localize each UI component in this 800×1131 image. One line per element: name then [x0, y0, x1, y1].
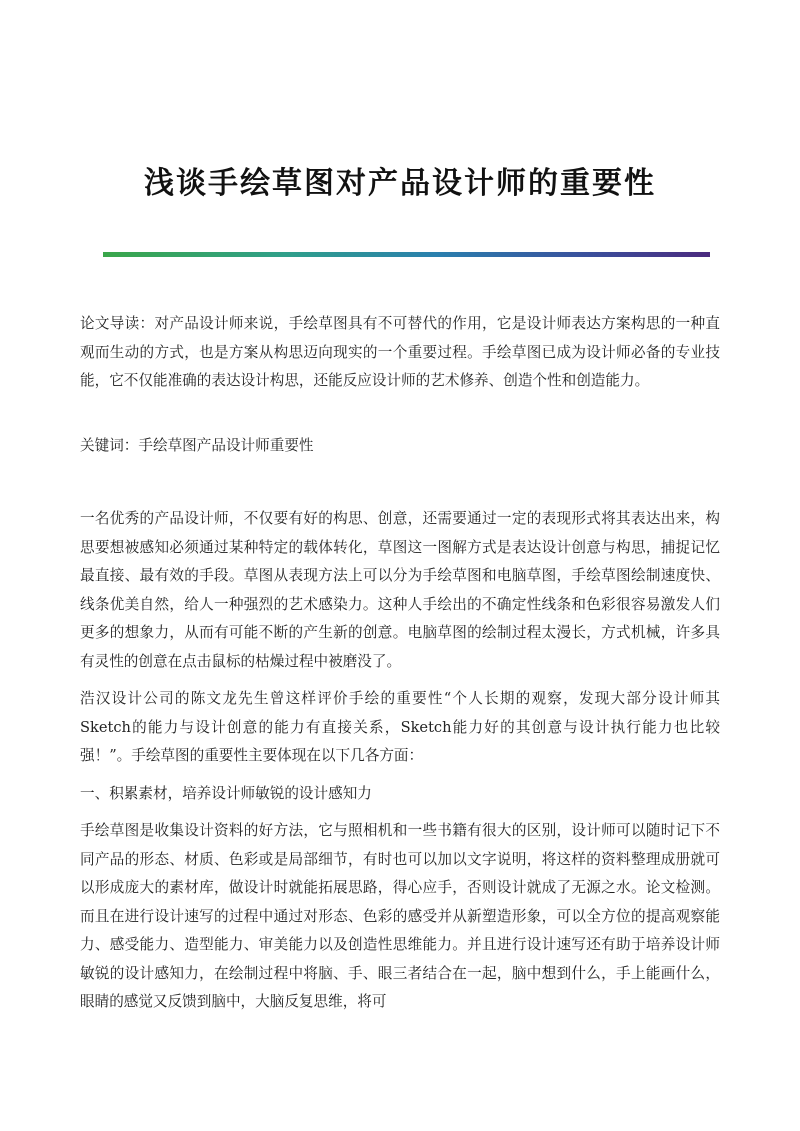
body-paragraph: 浩汉设计公司的陈文龙先生曾这样评价手绘的重要性“个人长期的观察，发现大部分设计师其Sketch的能力与设计创意的能力有直接关系，Sketch能力好的其创意与设计执行能力也比较强！”。手绘草图的重要性主要体现在以下几各方面： — [80, 690, 720, 764]
keywords-line: 关键词：手绘草图产品设计师重要性 — [80, 437, 314, 454]
main-body — [80, 505, 720, 1026]
title-gradient-rule — [103, 252, 710, 257]
abstract-paragraph: 论文导读：对产品设计师来说，手绘草图具有不可替代的作用，它是设计师表达方案构思的一种直观而生动的方式，也是方案从构思迈向现实的一个重要过程。手绘草图已成为设计师必备的专业技能，它不仅能准确的表达设计构思，还能反应设计师的艺术修养、创造个性和创造能力。 — [80, 315, 720, 389]
body-paragraph: 一名优秀的产品设计师，不仅要有好的构思、创意，还需要通过一定的表现形式将其表达出来，构思要想被感知必须通过某种特定的载体转化，草图这一图解方式是表达设计创意与构思，捕捉记忆最直接、最有效的手段。草图从表现方法上可以分为手绘草图和电脑草图，手绘草图绘制速度快、线条优美自然，给人一种强烈的艺术感染力。这种人手绘出的不确定性线条和色彩很容易激发人们更多的想象力，从而有可能不断的产生新的创意。电脑草图的绘制过程太漫长，方式机械，许多具有灵性的创意在点击鼠标的枯燥过程中被磨没了。 — [80, 510, 720, 670]
body-paragraph: 手绘草图是收集设计资料的好方法，它与照相机和一些书籍有很大的区别，设计师可以随时记下不同产品的形态、材质、色彩或是局部细节，有时也可以加以文字说明，将这样的资料整理成册就可以形成庞大的素材库，做设计时就能拓展思路，得心应手，否则设计就成了无源之水。论文检测。而且在进行设计速写的过程中通过对形态、色彩的感受并从新塑造形象，可以全方位的提高观察能力、感受能力、造型能力、审美能力以及创造性思维能力。并且进行设计速写还有助于培养设计师敏锐的设计感知力，在绘制过程中将脑、手、眼三者结合在一起，脑中想到什么，手上能画什么，眼睛的感觉又反馈到脑中，大脑反复思维，将可 — [80, 822, 720, 1010]
section-heading: 一、积累素材，培养设计师敏锐的设计感知力 — [80, 784, 372, 802]
document-title: 浅谈手绘草图对产品设计师的重要性 — [144, 166, 656, 201]
